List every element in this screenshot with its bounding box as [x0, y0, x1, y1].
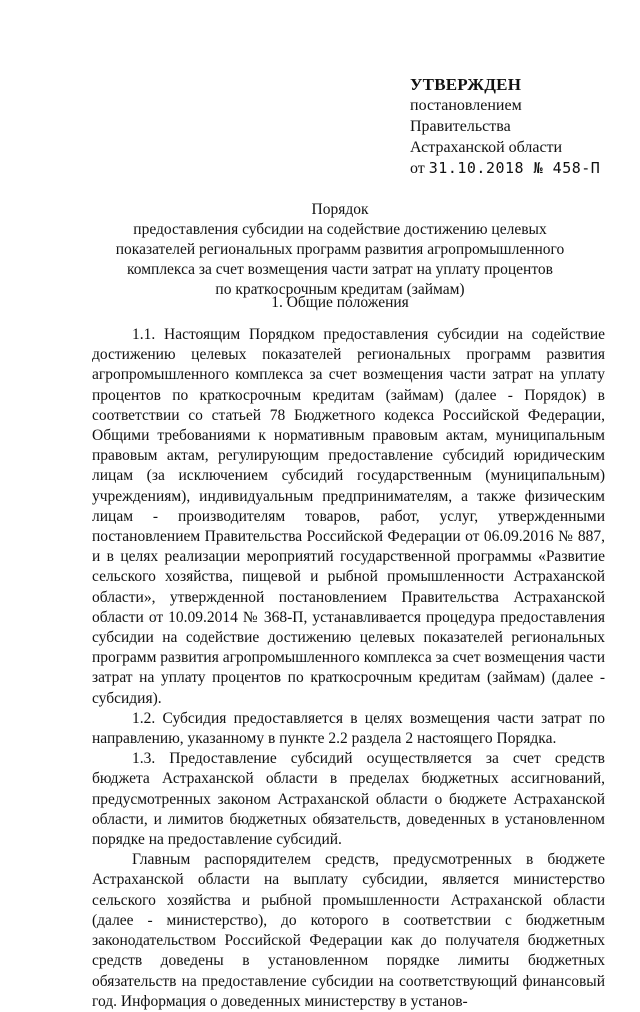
- approval-title: УТВЕРЖДЕН: [410, 75, 522, 94]
- document-title-line: по краткосрочным кредитам (займам): [215, 281, 465, 298]
- paragraph: 1.1. Настоящим Порядком предоставления субсидии на содействие достижению целевых показателей региональных программ развития агропромышленного комплекса за счет возмещения части затрат на уплату процентов по краткосрочным кредитам (займам) (далее - Порядок) в соответствии со статьей 78 Бюджетного кодекса Российской Федерации, Общими требованиями к нормативным правовым актам, муниципальным правовым актам, регулирующим предоставление субсидий юридическим лицам (за исключением субсидий государственным (муниципальным) учреждениям), индивидуальным предпринимателям, а также физическим лицам - производителям товаров, работ, услуг, утвержденными постановлением Правительства Российской Федерации от 06.09.2016 № 887, и в целях реализации мероприятий государственной программы «Развитие сельского хозяйства, пищевой и рыбной промышленности Астраханской области», утвержденной постановлением Правительства Астраханской области от 10.09.2014 № 368-П, устанавливается процедура предоставления субсидии на содействие достижению целевых показателей региональных программ развития агропромышленного комплекса за счет возмещения части затрат на уплату процентов по краткосрочным кредитам (займам) (далее - субсидия).: [92, 326, 605, 707]
- approval-line-region: Астраханской области: [410, 139, 563, 156]
- document-title-line: комплекса за счет возмещения части затрат на уплату процентов: [127, 261, 553, 278]
- approval-date-line: [410, 158, 630, 179]
- document-title: [100, 200, 580, 300]
- document-title-line: показателей региональных программ развития агропромышленного: [115, 241, 565, 258]
- approval-line-government: Правительства: [410, 118, 511, 135]
- paragraph: 1.3. Предоставление субсидий осуществляется за счет средств бюджета Астраханской области в пределах бюджетных ассигнований, предусмотренных законом Астраханской области о бюджете Астраханской области, и лимитов бюджетных обязательств, доведенных в установленном порядке на предоставление субсидий.: [92, 750, 605, 849]
- approval-date-value: 31.10.2018 № 458-П: [428, 159, 601, 177]
- body-text: [92, 325, 605, 1012]
- paragraph: 1.2. Субсидия предоставляется в целях возмещения части затрат по направлению, указанному в пункте 2.2 раздела 2 настоящего Порядка.: [92, 709, 605, 748]
- approval-line-resolution: постановлением: [410, 97, 522, 114]
- document-title-line: предоставления субсидии на содействие достижению целевых: [133, 221, 547, 238]
- document-title-line: Порядок: [311, 201, 369, 218]
- section-heading: 1. Общие положения: [271, 294, 409, 311]
- approval-block: [410, 74, 630, 179]
- paragraph: Главным распорядителем средств, предусмотренных в бюджете Астраханской области на выплату субсидии, является министерство сельского хозяйства и рыбной промышленности Астраханской области (далее - министерство), до которого в соответствии с бюджетным законодательством Российской Федерации как до получателя бюджетных средств доведены в установленном порядке лимиты бюджетных обязательств на предоставление субсидии на соответствующий финансовый год. Информация о доведенных министерству в установ-: [92, 851, 605, 1010]
- approval-date-prefix: от: [410, 160, 425, 177]
